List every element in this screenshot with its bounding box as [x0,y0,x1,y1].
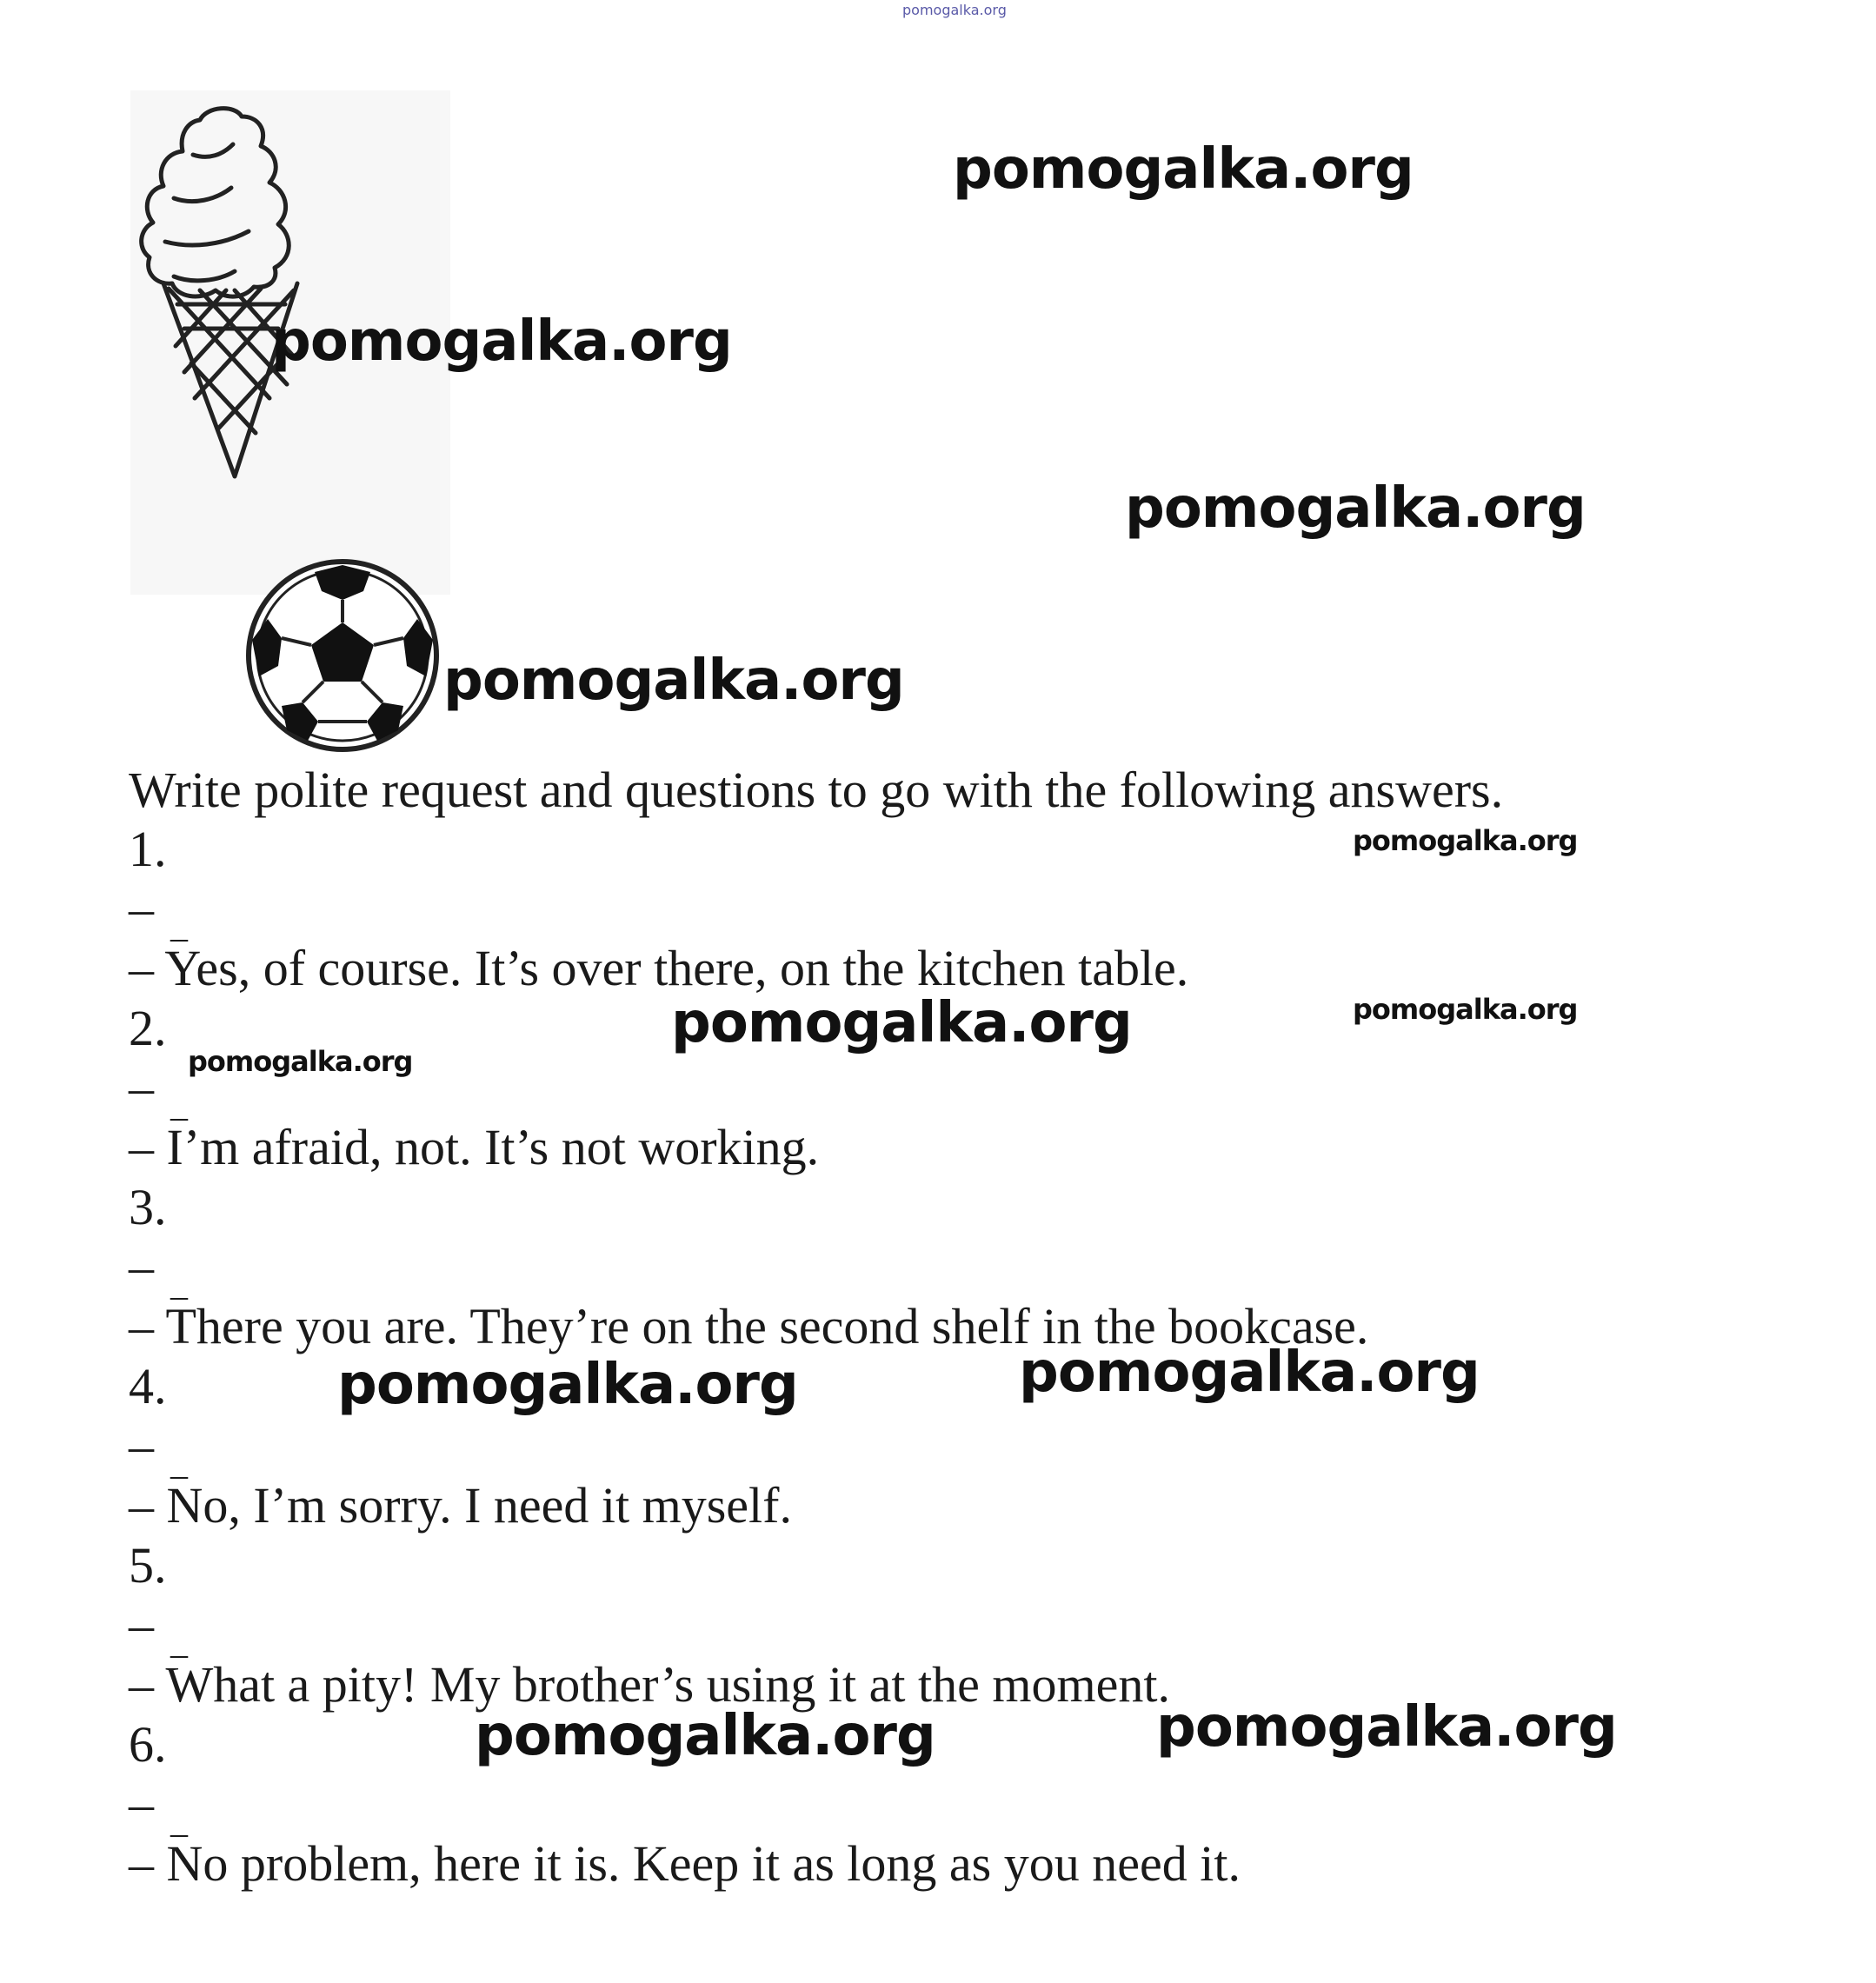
watermark-big: pomogalka.org [271,309,732,374]
exercise-item [129,1357,1780,1536]
exercise-item [129,1178,1780,1357]
given-answer: – No, I’m sorry. I need it myself. [129,1477,792,1534]
item-number: 4. [129,1358,167,1414]
given-answer: – Yes, of course. It’s over there, on the kitchen table. [129,940,1189,996]
watermark-big: pomogalka.org [1125,476,1586,541]
answer-blank[interactable]: – _ [129,1775,188,1840]
answer-blank[interactable]: – _ [129,1596,188,1661]
ice-cream-icon [139,103,322,485]
exercise-item [129,1536,1780,1715]
soccer-ball-icon [243,556,442,755]
watermark-small: pomogalka.org [188,1045,413,1078]
given-answer: – What a pity! My brother’s using it at the moment. [129,1656,1170,1713]
watermark-big: pomogalka.org [1019,1341,1480,1405]
watermark-big: pomogalka.org [671,991,1132,1055]
watermark-top: pomogalka.org [902,2,1007,18]
answer-blank[interactable]: – _ [129,880,188,945]
watermark-big: pomogalka.org [443,649,904,713]
given-answer: – I’m afraid, not. It’s not working. [129,1119,820,1175]
item-number: 3. [129,1179,167,1235]
answer-blank[interactable]: – _ [129,1059,188,1124]
item-number: 2. [129,1000,167,1056]
watermark-big: pomogalka.org [1156,1695,1617,1760]
item-number: 5. [129,1537,167,1594]
exercise-item [129,999,1780,1178]
watermark-big: pomogalka.org [953,137,1414,202]
given-answer: – There you are. They’re on the second shelf in the bookcase. [129,1298,1369,1354]
instruction: Write polite request and questions to go with the following answers. [129,762,1504,818]
item-number: 1. [129,821,167,877]
answer-blank[interactable]: – _ [129,1417,188,1482]
item-number: 6. [129,1716,167,1773]
answer-blank[interactable]: – _ [129,1238,188,1303]
exercise [129,761,1780,1894]
exercise-item [129,820,1780,999]
watermark-big: pomogalka.org [337,1353,798,1417]
exercise-item [129,1715,1780,1894]
watermark-big: pomogalka.org [475,1704,935,1768]
watermark-small: pomogalka.org [1353,824,1578,857]
given-answer: – No problem, here it is. Keep it as long as you need it. [129,1835,1241,1892]
watermark-small: pomogalka.org [1353,993,1578,1026]
